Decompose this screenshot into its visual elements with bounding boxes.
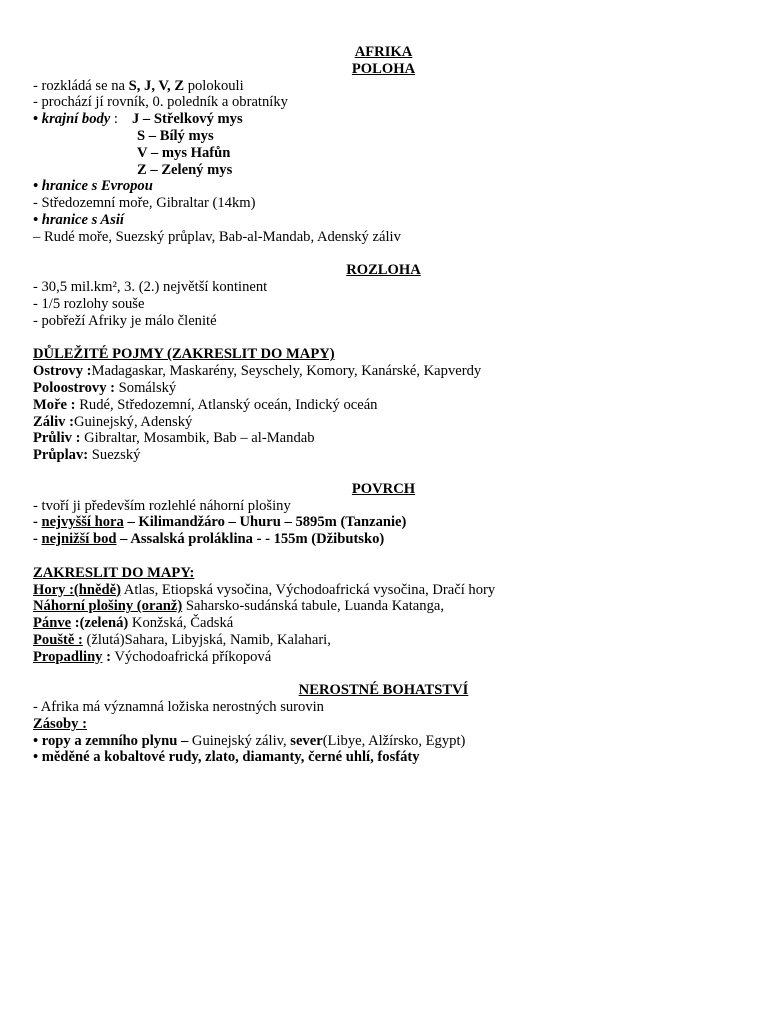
text: Suezský — [88, 447, 141, 464]
text: Východoafrická příkopová — [111, 648, 272, 665]
heading-povrch: POVRCH — [351, 480, 416, 497]
text: Atlas, Etiopská vysočina, Východoafrická vysočina, Dračí hory — [120, 581, 496, 598]
bullet: • — [33, 111, 42, 128]
text: Guinejský záliv, — [188, 732, 291, 749]
text: Guinejský, Adenský — [73, 413, 193, 430]
point-z: Z – Zelený mys — [137, 161, 233, 178]
text: Somálský — [115, 379, 177, 396]
label-zasoby: Zásoby : — [33, 715, 87, 732]
poloha-eu-text: - Středozemní moře, Gibraltar (14km) — [33, 195, 256, 212]
heading-nerost: NEROSTNÉ BOHATSTVÍ — [298, 682, 469, 699]
pojmy-ostrovy — [33, 363, 733, 380]
label: Průliv : — [33, 430, 81, 447]
text: - — [33, 531, 42, 548]
label: Náhorní plošiny (oranž) — [33, 598, 183, 615]
label: Průplav: — [33, 447, 89, 464]
zakreslit-hory — [33, 582, 733, 599]
rozloha-line-2: - 1/5 rozlohy souše — [33, 295, 145, 312]
label-nejnizsi-bod: nejnižší bod — [41, 531, 117, 548]
text: Saharsko-sudánská tabule, Luanda Katanga, — [182, 598, 444, 615]
point-s: S – Bílý mys — [137, 127, 214, 144]
text: Madagaskar, Maskarény, Seyschely, Komory, Kanárské, Kapverdy — [91, 363, 482, 380]
document-page — [33, 44, 733, 766]
text: - — [33, 514, 42, 531]
text: (Libye, Alžírsko, Egypt) — [322, 732, 466, 749]
pojmy-more — [33, 397, 733, 414]
label-suffix: : — [74, 631, 83, 648]
label: Ostrovy : — [33, 363, 92, 380]
zakreslit-nahorni — [33, 598, 733, 615]
poloha-point-z — [33, 162, 733, 179]
povrch-line-3 — [33, 531, 733, 548]
text: • měděné a kobaltové rudy, zlato, diamanty, černé uhlí, fosfáty — [33, 749, 420, 766]
label: Poloostrovy : — [33, 379, 116, 396]
text: Konžská, Čadská — [128, 615, 234, 632]
pojmy-pruplav — [33, 447, 733, 464]
zakreslit-propadliny — [33, 649, 733, 666]
text: polokouli — [184, 77, 244, 94]
nerost-line-4 — [33, 749, 733, 766]
zakreslit-pouste — [33, 632, 733, 649]
rozloha-line-3: - pobřeží Afriky je málo členité — [33, 312, 217, 329]
label-hranice-asie: • hranice s Asií — [33, 211, 124, 228]
label-krajni-body: krajní body — [41, 111, 111, 128]
rozloha-line-1: - 30,5 mil.km², 3. (2.) největší kontinent — [33, 279, 268, 296]
poloha-point-s — [33, 128, 733, 145]
poloha-eu-label — [33, 178, 733, 195]
nerost-line-3 — [33, 733, 733, 750]
label: Propadliny — [33, 648, 103, 665]
nerost-line-1: - Afrika má významná ložiska nerostných surovin — [33, 699, 324, 716]
label: Pouště — [33, 631, 75, 648]
label: Moře : — [33, 396, 76, 413]
text: (žlutá)Sahara, Libyjská, Namib, Kalahari, — [82, 631, 331, 648]
point-j: J – Střelkový mys — [131, 111, 243, 128]
poloha-line-2: - prochází jí rovník, 0. poledník a obratníky — [33, 94, 288, 111]
nerost-zasoby — [33, 716, 733, 733]
heading-rozloha: ROZLOHA — [346, 262, 421, 279]
heading-poloha: POLOHA — [351, 60, 416, 77]
poloha-line-3 — [33, 111, 733, 128]
text: – Assalská proláklina - - 155m (Džibutsko) — [116, 531, 385, 548]
label: Pánve — [33, 615, 72, 632]
label-suffix: :(zelená) — [71, 615, 129, 632]
pojmy-poloostrovy — [33, 380, 733, 397]
povrch-line-1: - tvoří ji především rozlehlé náhorní plošiny — [33, 497, 291, 514]
text: : — [110, 111, 118, 128]
text: Rudé, Středozemní, Atlanský oceán, Indický oceán — [75, 396, 378, 413]
label: • ropy a zemního plynu – — [33, 732, 189, 749]
label-nejvyssi-hora: nejvyšší hora — [41, 514, 124, 531]
text: Gibraltar, Mosambik, Bab – al-Mandab — [80, 430, 315, 447]
label: Hory :(hnědě) — [33, 581, 121, 598]
point-v: V – mys Hafůn — [137, 144, 231, 161]
label: Záliv : — [33, 413, 74, 430]
poloha-line-1 — [33, 78, 733, 95]
zakreslit-panve — [33, 615, 733, 632]
poloha-asia-label — [33, 212, 733, 229]
poloha-point-v — [33, 145, 733, 162]
label-hranice-evropa: • hranice s Evropou — [33, 178, 153, 195]
povrch-line-2 — [33, 514, 733, 531]
label-suffix: : — [102, 648, 111, 665]
heading-pojmy: DŮLEŽITÉ POJMY (ZAKRESLIT DO MAPY) — [33, 346, 335, 363]
poloha-asia-text: – Rudé moře, Suezský průplav, Bab-al-Mandab, Adenský záliv — [33, 228, 401, 245]
document-title: AFRIKA — [354, 44, 413, 60]
text: - rozkládá se na — [33, 77, 129, 94]
pojmy-zaliv — [33, 414, 733, 431]
text: S, J, V, Z — [128, 77, 185, 94]
pojmy-pruliv — [33, 430, 733, 447]
text: – Kilimandžáro – Uhuru – 5895m (Tanzanie) — [123, 514, 407, 531]
heading-zakreslit: ZAKRESLIT DO MAPY: — [33, 564, 195, 581]
text-sever: sever — [290, 732, 323, 749]
